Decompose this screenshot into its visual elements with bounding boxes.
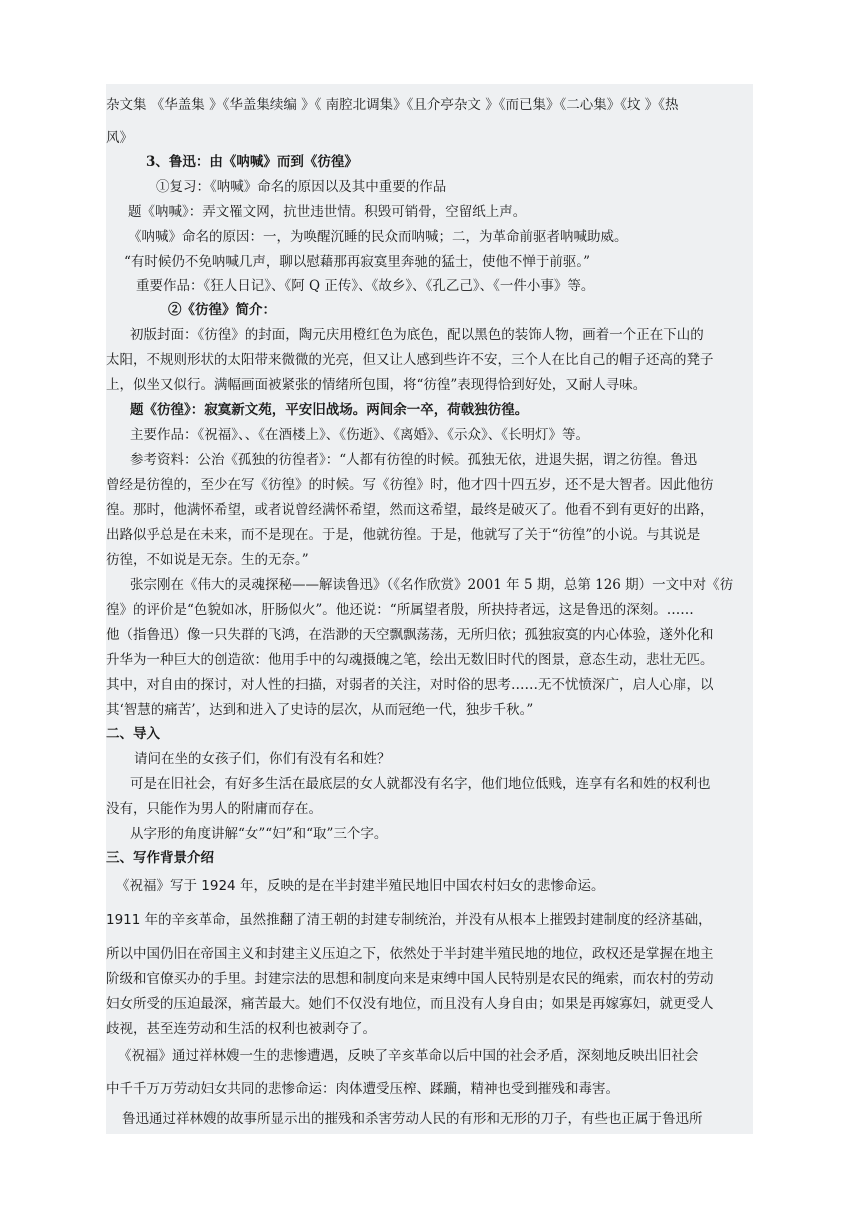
text-line: 主要作品：《祝福》、、《在酒楼上》、《伤逝》、《离婚》、《示众》、《长明灯》等。 bbox=[130, 427, 589, 443]
text-line: 阶级和官僚买办的手里。封建宗法的思想和制度向来是束缚中国人民特别是农民的绳索，而农村的劳动 bbox=[106, 971, 714, 987]
quote-line: 其‘智慧的痛苦’，达到和进入了史诗的层次，从而冠绝一代，独步千秋。” bbox=[106, 702, 534, 718]
text-line: 中千千万万劳动妇女共同的悲惨命运：肉体遭受压榨、蹂躏，精神也受到摧残和毒害。 bbox=[106, 1081, 619, 1097]
text-line: 请问在坐的女孩子们，你们有没有名和姓？ bbox=[134, 751, 391, 767]
text-line: 鲁迅通过祥林嫂的故事所显示出的摧残和杀害劳动人民的有形和无形的刀子，有些也正属于鲁迅所 bbox=[122, 1111, 703, 1127]
text-line: “有时候仍不免呐喊几声，聊以慰藉那再寂寞里奔驰的猛士，使他不惮于前驱。” bbox=[124, 254, 591, 270]
text-line: 《呐喊》命名的原因：一，为唤醒沉睡的民众而呐喊；二，为革命前驱者呐喊助威。 bbox=[128, 229, 628, 245]
text-line: 所以中国仍旧在帝国主义和封建主义压迫之下，依然处于半封建半殖民地的地位，政权还是掌握在地主 bbox=[106, 946, 714, 962]
text-line: 从字形的角度讲解“女”“妇”和“取”三个字。 bbox=[130, 826, 388, 842]
text-line: 初版封面：《彷徨》的封面，陶元庆用橙红色为底色，配以黑色的装饰人物，画着一个正在下山的 bbox=[130, 327, 704, 343]
text-line: 重要作品：《狂人日记》、《阿 Q 正传》、《故乡》、《孔乙己》、《一件小事》等。 bbox=[136, 278, 595, 294]
text-line: 张宗刚在《伟大的灵魂探秘——解读鲁迅》（《名作欣赏》2001 年 5 期，总第 126 期）一文中对《彷 bbox=[130, 577, 734, 593]
text-line: 歧视，甚至连劳动和生活的权利也被剥夺了。 bbox=[106, 1021, 376, 1037]
quote-line: 升华为一种巨大的创造欲：他用手中的勾魂摄魄之笔，绘出无数旧时代的图景，意态生动，悲壮无匹。 bbox=[106, 652, 714, 668]
text-line: 可是在旧社会，有好多生活在最底层的女人就都没有名字，他们地位低贱，连享有名和姓的权利也 bbox=[130, 776, 711, 792]
section-heading: 二、导入 bbox=[106, 726, 160, 742]
text-line: 1911 年的辛亥革命，虽然推翻了清王朝的封建专制统治，并没有从根本上摧毁封建制度的经济基础， bbox=[106, 912, 712, 928]
text-line: 妇女所受的压迫最深，痛苦最大。她们不仅没有地位，而且没有人身自由；如果是再嫁寡妇，就更受人 bbox=[106, 996, 714, 1012]
quote-line: 出路似乎总是在未来，而不是现在。于是，他就彷徨。于是，他就写了关于“彷徨”的小说。与其说是 bbox=[106, 527, 701, 543]
bold-line: 题《彷徨》：寂寞新文苑，平安旧战场。两间余一卒，荷戟独彷徨。 bbox=[130, 402, 529, 418]
quote-line: 彷徨，不如说是无奈。生的无奈。” bbox=[106, 552, 309, 568]
section-heading: ②《彷徨》简介： bbox=[168, 302, 276, 318]
quote-line: 徨。那时，他满怀希望，或者说曾经满怀希望，然而这希望，最终是破灭了。他看不到有更好的出路， bbox=[106, 502, 714, 518]
section-heading: 三、写作背景介绍 bbox=[106, 850, 214, 866]
text-line: 上，似坐又似行。满幅画面被紧张的情绪所包围，将“彷徨”表现得恰到好处，又耐人寻味。 bbox=[106, 377, 647, 393]
quote-line: 他（指鲁迅）像一只失群的飞鸿，在浩渺的天空飘飘荡荡，无所归依；孤独寂寞的内心体验，遂外化和 bbox=[106, 627, 714, 643]
text-line: 杂文集 《华盖集 》《华盖集续编 》《 南腔北调集》《且介亭杂文 》《而已集》《二心集》《坟 》《热 bbox=[106, 97, 679, 113]
text-line: ①复习：《呐喊》命名的原因以及其中重要的作品 bbox=[156, 179, 447, 195]
quote-line: 徨》的评价是“色貌如冰，肝肠似火”。他还说：“所属望者殷，所抉持者远，这是鲁迅的深刻。…… bbox=[106, 602, 694, 618]
text-line: 风》 bbox=[106, 130, 133, 146]
text-line: 太阳，不规则形状的太阳带来微微的光亮，但又让人感到些许不安，三个人在比自己的帽子还高的凳子 bbox=[106, 352, 714, 368]
quote-line: 其中，对自由的探讨，对人性的扫描，对弱者的关注，对时俗的思考……无不忧愤深广，启人心扉，以 bbox=[106, 677, 714, 693]
text-line: 《祝福》写于 1924 年，反映的是在半封建半殖民地旧中国农村妇女的悲惨命运。 bbox=[116, 878, 605, 894]
document-body bbox=[106, 84, 753, 1134]
quote-line: 曾经是彷徨的，至少在写《彷徨》的时候。写《彷徨》时，他才四十四五岁，还不是大智者。因此他彷 bbox=[106, 477, 714, 493]
text-line: 题《呐喊》：弄文罹文网，抗世违世情。积毁可销骨，空留纸上声。 bbox=[128, 204, 527, 220]
quote-line: 参考资料：公治《孤独的彷徨者》：“人都有彷徨的时候。孤独无依，进退失据，谓之彷徨。鲁迅 bbox=[130, 452, 698, 468]
section-heading: 3、鲁迅：由《呐喊》而到《彷徨》 bbox=[146, 154, 358, 170]
text-line: 没有，只能作为男人的附庸而存在。 bbox=[106, 801, 322, 817]
text-line: 《祝福》通过祥林嫂一生的悲惨遭遇，反映了辛亥革命以后中国的社会矛盾，深刻地反映出旧社会 bbox=[118, 1048, 699, 1064]
